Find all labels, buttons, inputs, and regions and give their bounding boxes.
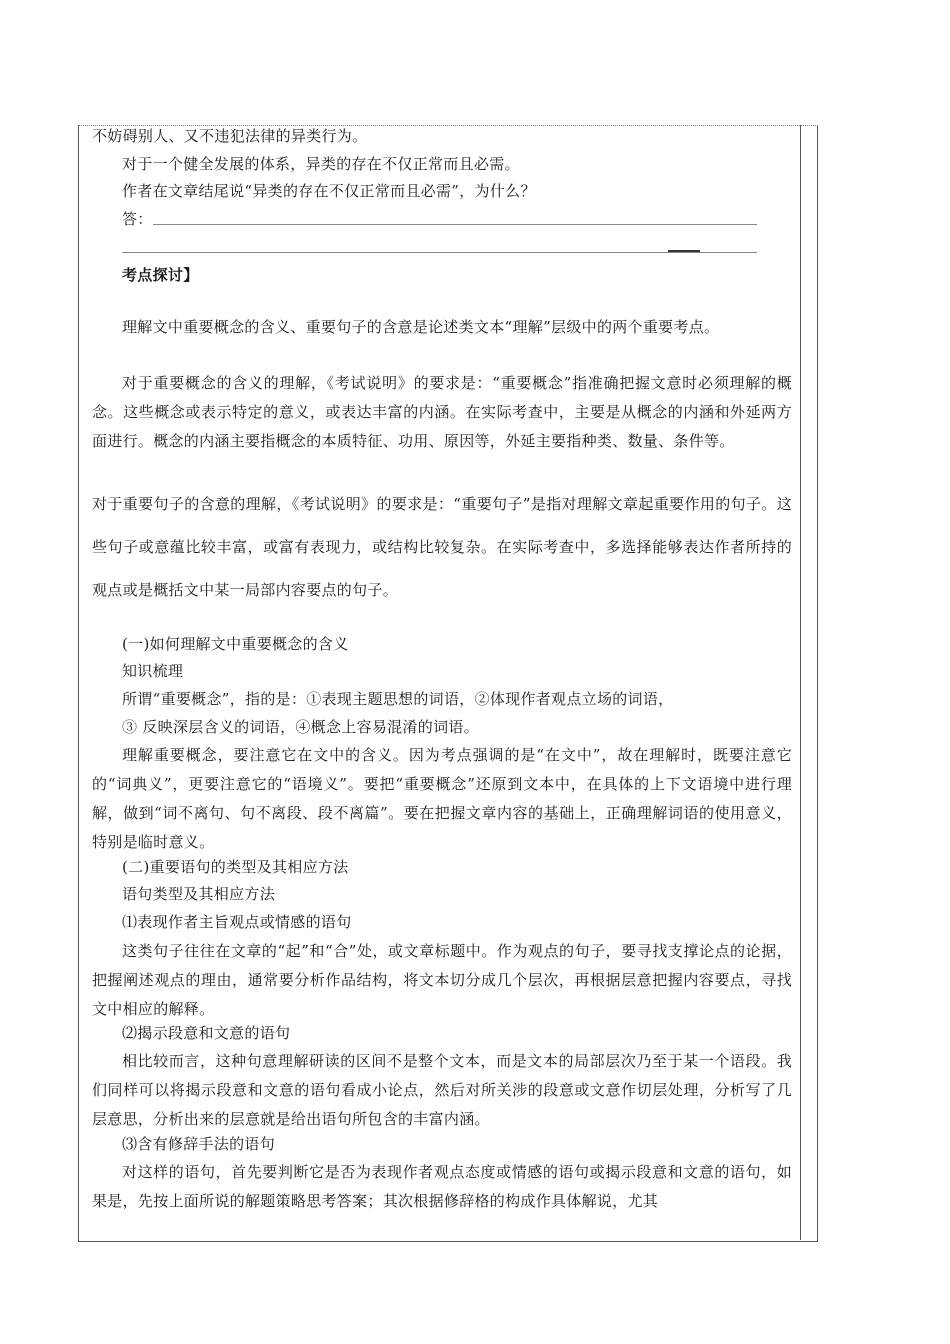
part-title: (一)如何理解文中重要概念的含义 [122,635,349,653]
side-column-divider [800,125,801,1240]
answer-line[interactable] [153,224,757,225]
paragraph: 理解文中重要概念的含义、重要句子的含意是论述类文本“理解”层级中的两个重要考点。 [122,318,720,336]
section-heading: 考点探讨】 [122,266,199,284]
answer-line[interactable] [122,252,757,253]
sub-heading: 语句类型及其相应方法 [122,885,276,903]
paragraph: 对这样的语句，首先要判断它是否为表现作者观点态度或情感的语句或揭示段意和文意的语句，如果是，先按上面所说的解题策略思考答案；其次根据修辞格的构成作具体解说，尤其 [92,1163,792,1210]
paragraph: 对于重要概念的含义的理解，《考试说明》的要求是：“重要概念”指准确把握文意时必须理解的概念。这些概念或表示特定的意义，或表达丰富的内涵。在实际考查中，主要是从概念的内涵和外延两方面进行。概念的内涵主要指概念的本质特征、功用、原因等，外延主要指种类、数量、条件等。 [92,374,792,450]
item-title: ⑶含有修辞手法的语句 [122,1135,276,1153]
item-title: ⑴表现作者主旨观点或情感的语句 [122,913,352,931]
paragraph: 相比较而言，这种句意理解研读的区间不是整个文本，而是文本的局部层次乃至于某一个语段。我们同样可以将揭示段意和文意的语句看成小论点，然后对所关涉的段意或文意作切层处理，分析写了几层意思，分析出来的层意就是给出语句所包含的丰富内涵。 [92,1052,792,1128]
item-title: ⑵揭示段意和文意的语句 [122,1024,291,1042]
part-title: (二)重要语句的类型及其相应方法 [122,858,349,876]
paragraph: 理解重要概念，要注意它在文中的含义。因为考点强调的是“在文中”，故在理解时，既要注意它的“词典义”，更要注意它的“语境义”。要把“重要概念”还原到文本中，在具体的上下文语境中进行理解，做到“词不离句、句不离段、段不离篇”。要在把握文章内容的基础上，正确理解词语的使用意义，特别是临时意义。 [92,746,792,851]
text-line: 不妨碍别人、又不违犯法律的异类行为。 [92,127,368,145]
text-line: ③ 反映深层含义的词语，④概念上容易混淆的词语。 [122,718,479,736]
text-line: 对于一个健全发展的体系，异类的存在不仅正常而且必需。 [122,155,520,173]
paragraph: 这类句子往往在文章的“起”和“合”处，或文章标题中。作为观点的句子，要寻找支撑论点的论据，把握阐述观点的理由，通常要分析作品结构，将文本切分成几个层次，再根据层意把握内容要点，寻找文中相应的解释。 [92,942,792,1018]
sub-heading: 知识梳理 [122,662,184,680]
text-line: 所谓“重要概念”，指的是：①表现主题思想的词语，②体现作者观点立场的词语， [122,690,674,708]
paragraph: 对于重要句子的含意的理解，《考试说明》的要求是：“重要句子”是指对理解文章起重要作用的句子。这些句子或意蕴比较丰富，或富有表现力，或结构比较复杂。在实际考查中，多选择能够表达作者所持的观点或是概括文中某一局部内容要点的句子。 [92,495,792,599]
answer-label: 答： [122,210,153,228]
question-text: 作者在文章结尾说“异类的存在不仅正常而且必需”，为什么？ [122,182,536,200]
divider-mark [668,250,700,252]
